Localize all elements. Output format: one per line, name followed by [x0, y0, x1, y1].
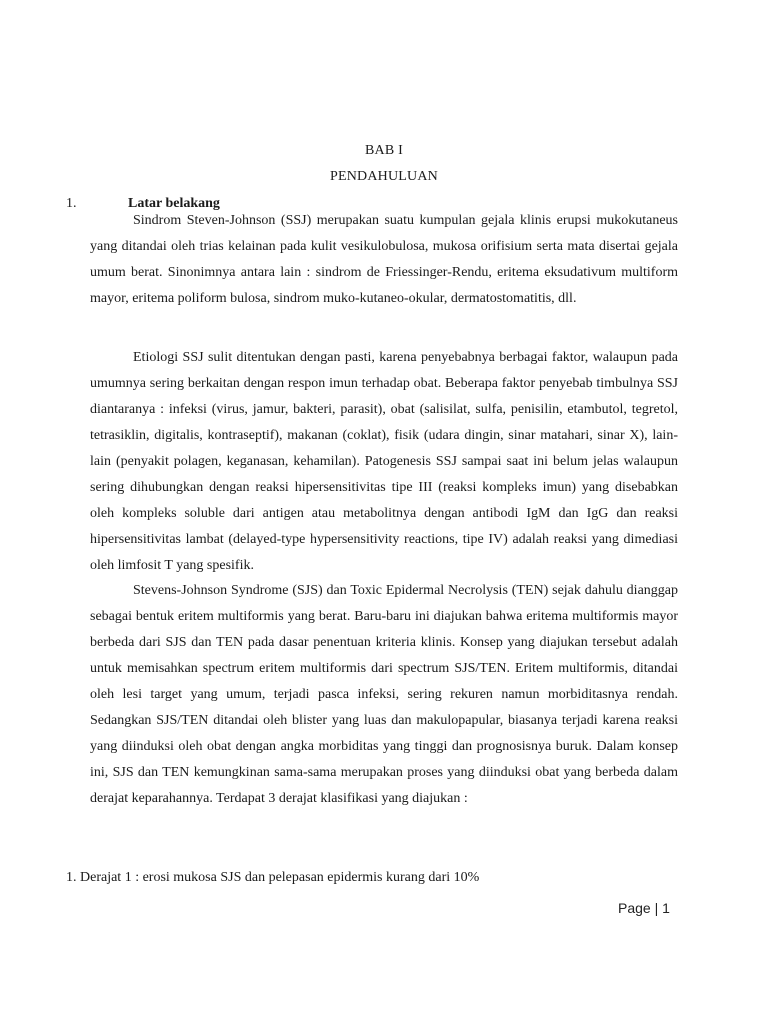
paragraph-classification: Stevens-Johnson Syndrome (SJS) dan Toxic Epidermal Necrolysis (TEN) sejak dahulu dianggap sebagai bentuk eritem multiformis yang berat. Baru-baru ini diajukan bahwa eritema multiformis mayor berbeda dari SJS dan TEN pada dasar penentuan kriteria klinis. Konsep yang diajukan tersebut adalah untuk memisahkan spectrum eritem multiformis dari spectrum SJS/TEN. Eritem multiformis, ditandai oleh lesi target yang umum, terjadi pasca infeksi, sering rekuren namun morbiditasnya rendah. Sedangkan SJS/TEN ditandai oleh blister yang luas dan makulopapular, biasanya terjadi karena reaksi yang diinduksi oleh obat dengan angka morbiditas yang tinggi dan prognosisnya buruk. Dalam konsep ini, SJS dan TEN kemungkinan sama-sama merupakan proses yang diinduksi obat yang berbeda dalam derajat keparahannya. Terdapat 3 derajat klasifikasi yang diajukan :	[90, 583, 678, 806]
paragraph-definition: Sindrom Steven-Johnson (SSJ) merupakan suatu kumpulan gejala klinis erupsi mukokutaneus yang ditandai oleh trias kelainan pada kulit vesikulobulosa, mukosa orifisium serta mata disertai gejala umum berat. Sinonimnya antara lain : sindrom de Friessinger-Rendu, eritema eksudativum multiform mayor, eritema poliform bulosa, sindrom muko-kutaneo-okular, dermatostomatitis, dll.	[90, 213, 678, 306]
chapter-number: BAB I	[365, 143, 403, 158]
paragraph-etiology: Etiologi SSJ sulit ditentukan dengan pasti, karena penyebabnya berbagai faktor, walaupun pada umumnya sering berkaitan dengan respon imun terhadap obat. Beberapa faktor penyebab timbulnya SSJ diantaranya : infeksi (virus, jamur, bakteri, parasit), obat (salisilat, sulfa, penisilin, etambutol, tegretol, tetrasiklin, digitalis, kontraseptif), makanan (coklat), fisik (udara dingin, sinar matahari, sinar X), lain-lain (penyakit polagen, keganasan, kehamilan). Patogenesis SSJ sampai saat ini belum jelas walaupun sering dihubungkan dengan reaksi hipersensitivitas tipe III (reaksi kompleks imun) yang disebabkan oleh kompleks soluble dari antigen atau metabolitnya dengan antibodi IgM dan IgG dan reaksi hipersensitivitas lambat (delayed-type hypersensitivity reactions, tipe IV) adalah reaksi yang dimediasi oleh limfosit T yang spesifik.	[90, 350, 678, 573]
chapter-title: PENDAHULUAN	[330, 169, 438, 184]
list-item-degree-1: 1. Derajat 1 : erosi mukosa SJS dan pelepasan epidermis kurang dari 10%	[66, 870, 480, 885]
page-number: Page | 1	[618, 900, 670, 916]
section-number: 1.	[66, 196, 77, 211]
section-heading: Latar belakang	[128, 196, 220, 211]
